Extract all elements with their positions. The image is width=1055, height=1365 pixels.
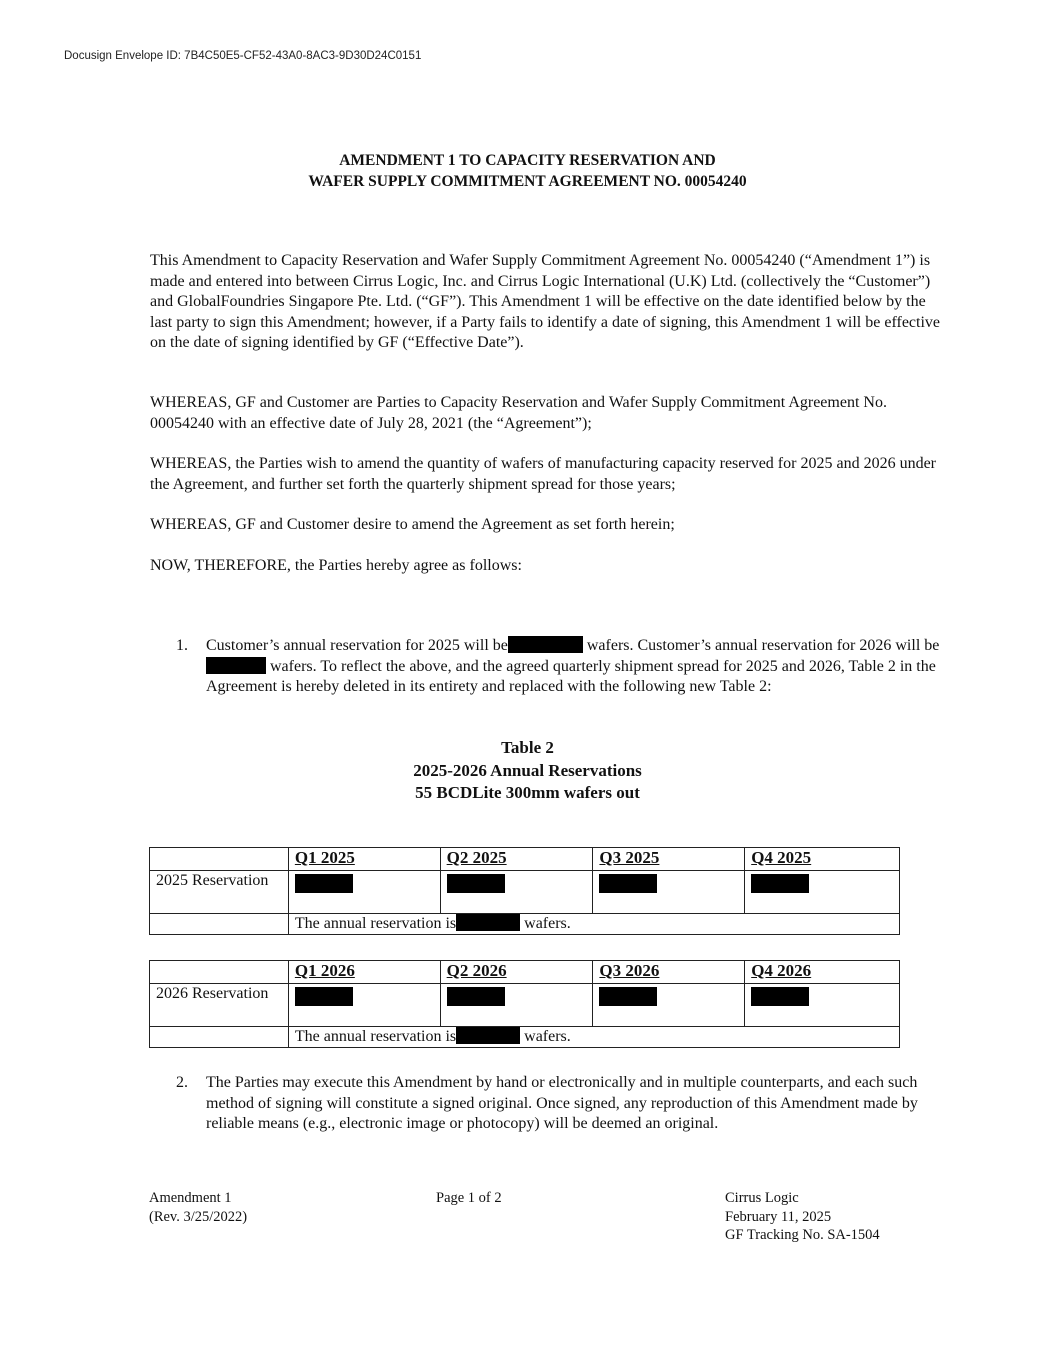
footer-company: Cirrus Logic: [725, 1190, 799, 1206]
value-cell-q2: [440, 984, 593, 1027]
footer-right: [725, 1189, 880, 1245]
table-header-row: [150, 961, 900, 984]
redaction-box: [751, 874, 809, 893]
table-header-row: [150, 848, 900, 871]
reservation-table-2025: [149, 847, 900, 935]
item1-text-c: wafers. To reflect the above, and the agreed quarterly shipment spread for 2025 and 2026, Table 2 in the Agreement is hereby deleted in its entirety and replaced with the following new Table 2:: [206, 657, 936, 695]
redaction-box: [456, 1027, 520, 1044]
now-therefore-paragraph: NOW, THEREFORE, the Parties hereby agree as follows:: [150, 557, 522, 574]
header-cell-q1: Q1 2026: [288, 961, 440, 984]
value-cell-q2: [440, 871, 593, 914]
whereas-paragraph-2: WHEREAS, the Parties wish to amend the quantity of wafers of manufacturing capacity reserved for 2025 and 2026 under the Agreement, and further set forth the quarterly shipment spread for those years;: [150, 455, 936, 493]
envelope-id: Docusign Envelope ID: 7B4C50E5-CF52-43A0-8AC3-9D30D24C0151: [64, 50, 422, 62]
document-title: [0, 150, 1055, 192]
title-line-2: WAFER SUPPLY COMMITMENT AGREEMENT NO. 00054240: [308, 173, 747, 190]
annual-total-cell: The annual reservation is wafers.: [288, 914, 899, 935]
header-cell-q2: Q2 2026: [440, 961, 593, 984]
item1-text-a: Customer’s annual reservation for 2025 will be: [206, 637, 508, 654]
redaction-box: [751, 987, 809, 1006]
annual-total-cell: The annual reservation is wafers.: [288, 1027, 899, 1048]
whereas-paragraph-3: WHEREAS, GF and Customer desire to amend the Agreement as set forth herein;: [150, 516, 675, 533]
header-cell-q3: Q3 2026: [593, 961, 745, 984]
value-cell-q4: [745, 871, 900, 914]
value-cell-q1: [288, 871, 440, 914]
table-title-line-3: 55 BCDLite 300mm wafers out: [415, 783, 640, 802]
list-item-1: [150, 636, 940, 698]
header-cell-q3: Q3 2025: [593, 848, 745, 871]
footer-tracking: GF Tracking No. SA-1504: [725, 1227, 880, 1243]
redaction-box: [295, 874, 353, 893]
list-number: 1.: [176, 637, 188, 654]
redaction-box: [295, 987, 353, 1006]
total-label-empty: [150, 914, 289, 935]
total-label-empty: [150, 1027, 289, 1048]
redaction-box: [599, 987, 657, 1006]
table-title-line-1: Table 2: [501, 738, 554, 757]
redaction-box: [599, 874, 657, 893]
list-number: 2.: [176, 1074, 188, 1091]
value-cell-q1: [288, 984, 440, 1027]
table-total-row: [150, 1027, 900, 1048]
footer-left: [149, 1189, 247, 1226]
value-cell-q3: [593, 984, 745, 1027]
header-cell-q1: Q1 2025: [288, 848, 440, 871]
list-item-text: The Parties may execute this Amendment by hand or electronically and in multiple counterparts, and each such method of signing will constitute a signed original. Once signed, any reproduction of this Amendment made by reliable means (e.g., electronic image or photocopy) will be deemed an original.: [206, 1074, 918, 1132]
footer-date: February 11, 2025: [725, 1208, 832, 1225]
header-cell-q2: Q2 2025: [440, 848, 593, 871]
whereas-paragraph-1: WHEREAS, GF and Customer are Parties to Capacity Reservation and Wafer Supply Commitment Agreement No. 00054240 with an effective date of July 28, 2021 (the “Agreement”);: [150, 394, 887, 432]
intro-paragraph: This Amendment to Capacity Reservation and Wafer Supply Commitment Agreement No. 00054240 (“Amendment 1”) is made and entered into between Cirrus Logic, Inc. and Cirrus Logic International (U.K) Ltd. (collectively the “Customer”) and GlobalFoundries Singapore Pte. Ltd. (“GF”). This Amendment 1 will be effective on the date identified below by the last party to sign this Amendment; however, if a Party fails to identify a date of signing, this Amendment 1 will be effective on the date of signing identified by GF (“Effective Date”).: [150, 252, 941, 351]
header-cell-empty: [150, 961, 289, 984]
table-row: [150, 871, 900, 914]
item1-text-b: wafers. Customer’s annual reservation for 2026 will be: [586, 637, 940, 654]
value-cell-q4: [745, 984, 900, 1027]
redaction-box: [456, 914, 520, 931]
table-row: [150, 984, 900, 1027]
table-total-row: [150, 914, 900, 935]
table-title: [0, 737, 1055, 805]
value-cell-q3: [593, 871, 745, 914]
row-label: 2026 Reservation: [150, 984, 289, 1027]
table-title-line-2: 2025-2026 Annual Reservations: [413, 760, 642, 780]
footer-revision: (Rev. 3/25/2022): [149, 1208, 248, 1225]
row-label: 2025 Reservation: [150, 871, 289, 914]
list-item-text: [206, 636, 940, 698]
title-line-1: AMENDMENT 1 TO CAPACITY RESERVATION AND: [339, 152, 716, 169]
list-item-2: [150, 1073, 940, 1135]
footer-page-number: Page 1 of 2: [436, 1190, 502, 1206]
reservation-table-2026: [149, 960, 900, 1048]
header-cell-q4: Q4 2025: [745, 848, 900, 871]
redaction-box: [508, 636, 583, 653]
footer-amendment: Amendment 1: [149, 1190, 232, 1206]
header-cell-empty: [150, 848, 289, 871]
redaction-box: [447, 874, 505, 893]
redaction-box: [447, 987, 505, 1006]
redaction-box: [206, 657, 266, 674]
header-cell-q4: Q4 2026: [745, 961, 900, 984]
